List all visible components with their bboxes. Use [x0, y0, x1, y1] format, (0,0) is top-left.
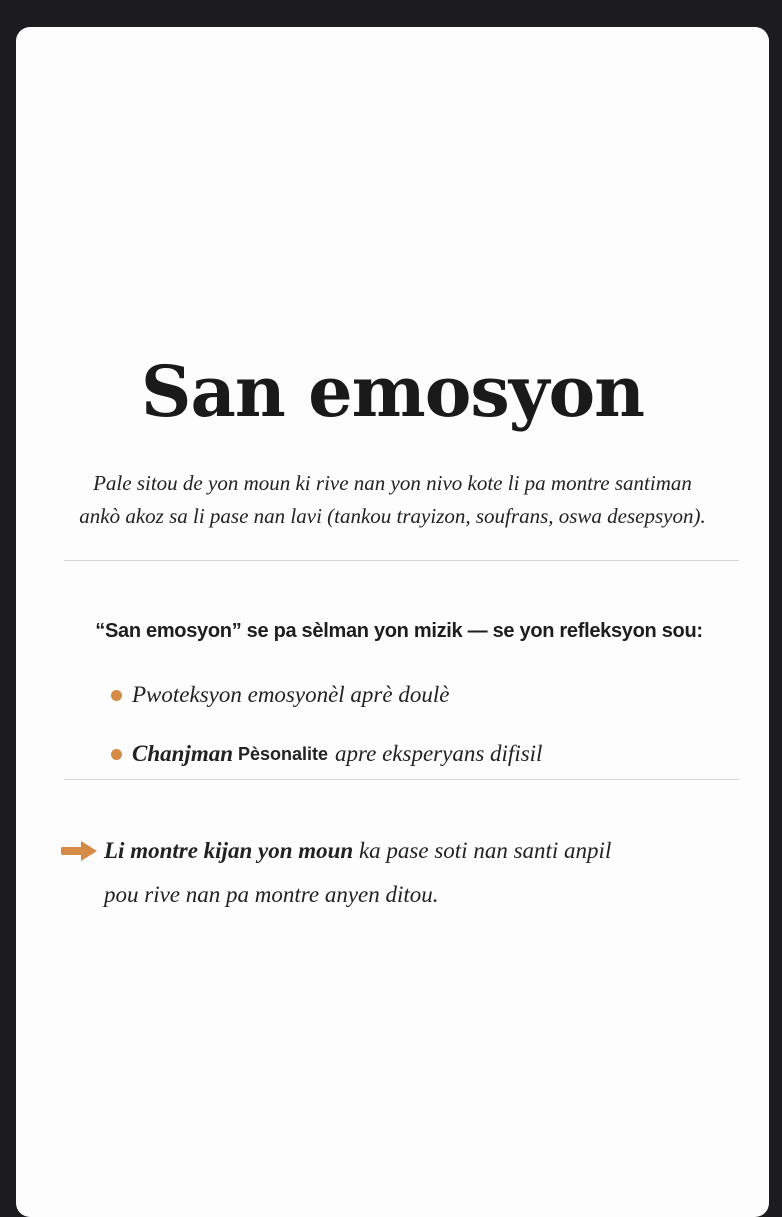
conclusion-line-2: pou rive nan pa montre anyen ditou. [104, 882, 439, 907]
list-item [111, 734, 542, 774]
subtitle [46, 467, 739, 533]
subtitle-line-2: ankò akoz sa li pase nan lavi (tankou trayizon, soufrans, oswa desepsyon). [79, 504, 706, 528]
conclusion [60, 831, 740, 915]
divider-bottom [64, 779, 739, 780]
bullet-bold-text: Chanjman [132, 741, 233, 766]
list-item [111, 675, 542, 715]
subtitle-line-1: Pale sitou de yon moun ki rive nan yon nivo kote li pa montre santiman [93, 471, 692, 495]
bullet-dot-icon [111, 749, 122, 760]
conclusion-bold-text: Li montre kijan yon moun [104, 838, 354, 863]
bullet-text: Pwoteksyon emosyonèl aprè doulè [132, 682, 450, 707]
lead-statement: “San emosyon” se pa sèlman yon mizik — se yon refleksyon sou: [95, 620, 703, 642]
page-title: San emosyon [140, 350, 645, 433]
document-card [16, 27, 769, 1217]
bullet-list [111, 675, 542, 793]
bullet-text: apre eksperyans difisil [335, 741, 543, 766]
bullet-dot-icon [111, 690, 122, 701]
right-arrow-icon [60, 840, 98, 862]
divider-top [64, 560, 739, 561]
conclusion-line-1 [60, 831, 740, 871]
bullet-sans-bold-text: Pèsonalite [238, 743, 329, 764]
conclusion-text: ka pase soti nan santi anpil [353, 838, 612, 863]
